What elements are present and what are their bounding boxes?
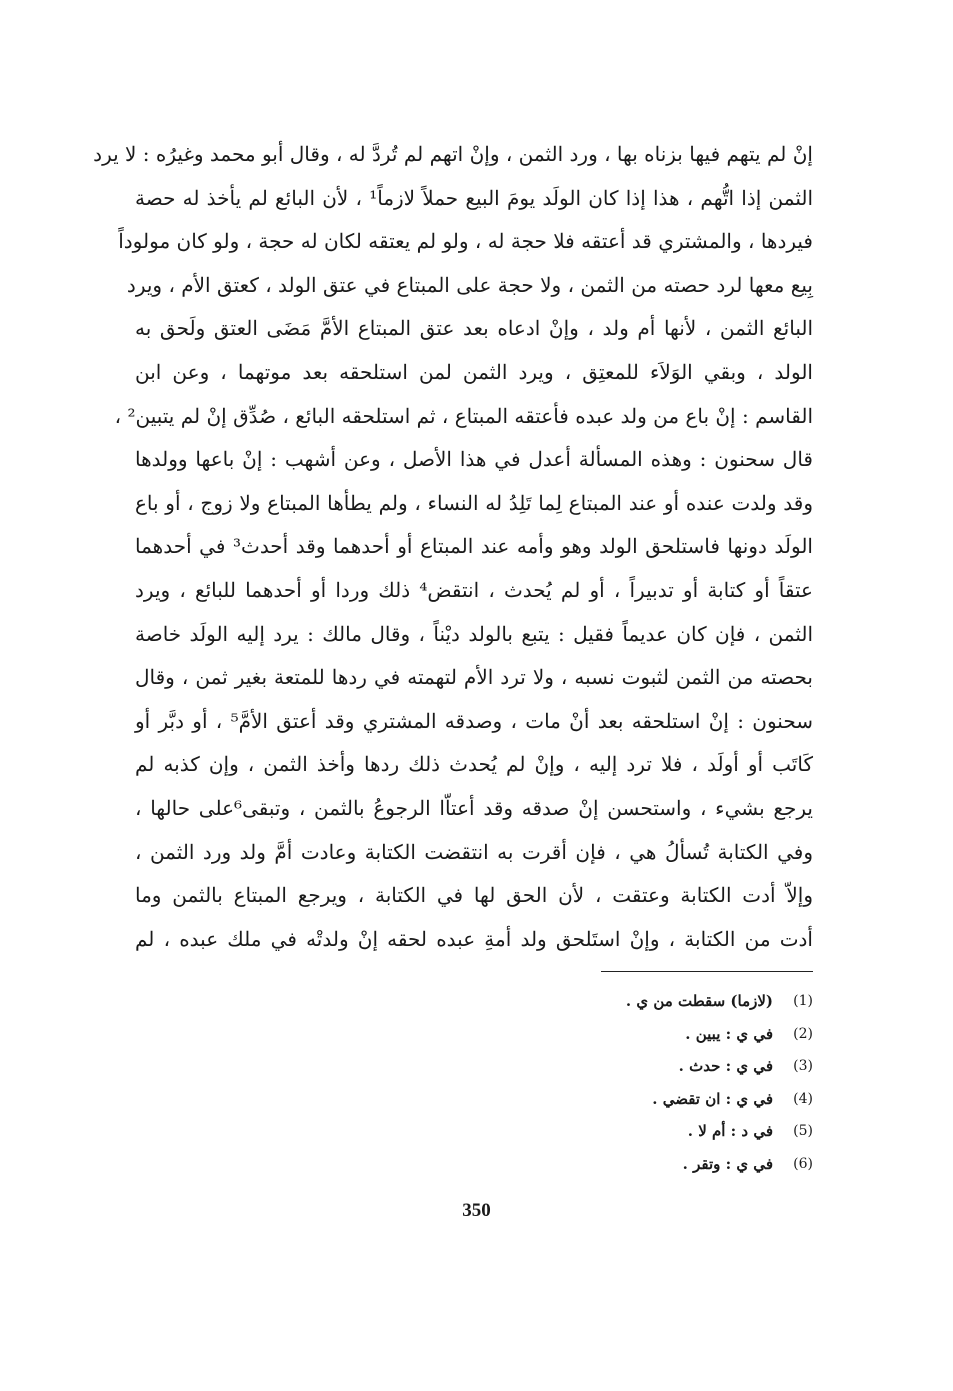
text-line: قال سحنون : وهذه المسألة أعدل في هذا الأصل ، وعن أشهب : إنْ باعها وولدها [135,447,813,472]
footnote-text: في ي : وتقر . [682,1154,773,1173]
footnote-divider [601,971,813,972]
footnote-item [393,1083,813,1116]
text-line: الثمن ، فإن كان عديماً فقيل : يتبع بالولد ديْناً ، وقال مالك : يرد إليه الولَد خاصة [135,621,813,646]
footnote-item [393,1148,813,1181]
footnote-text: في ي : ان تقضي . [652,1089,773,1108]
text-line: البائع الثمن ، لأنها أم ولد ، وإنْ ادعاه بعد عتق المبتاع الأمَّ مَضَى العتق ولَحق به [135,316,813,341]
footnote-item [393,985,813,1018]
text-line: الولد ، وبقي الوَلاَء للمعتِق ، ويرد الثمن لمن استلحقه بعد موتهما ، وعن ابن [135,359,813,384]
text-line: فيردها ، والمشتري قد أعتقه فلا حجة له ، ولو لم يعتقه لكان له حجة ، ولو كان مولوداً [118,229,813,254]
footnote-number: (6) [793,1155,813,1172]
text-line: إنْ لم يتهم فيها بزناه بها ، ورد الثمن ، وإنْ اتهم لم تُردَّ له ، وقال أبو محمد وغيرُه : لا يرد [93,142,813,166]
text-line: بِيع معها لرد حصته من الثمن ، ولا حجة على المبتاع في عتق الولد ، كعتق الأم ، ويرد [126,272,813,297]
text-line: عتقاً أو كتابة أو تدبيراً ، أو لم يُحدث ، انتقض⁴ ذلك وردا أو أحدهما للبائع ، ويرد [135,577,813,602]
footnote-number: (4) [793,1090,813,1107]
footnote-number: (2) [793,1025,813,1042]
main-text-block [93,133,814,961]
text-line: أدت من الكتابة ، وإنْ استَلحق ولد أمةِ عبده لحقه إنْ ولدتْه في ملك عبده ، لم [135,926,813,951]
text-line: القاسم : إنْ باع من ولد عبده فأعتقه المبتاع ، ثم استلحقه البائع ، صُدِّق إنْ لم يتبين² ، [114,403,813,428]
footnote-text: في د : أم لا . [687,1122,773,1141]
page-number: 350 [462,1200,491,1221]
text-line: كَاتَب أو أولَد ، فلا ترد إليه ، وإنْ لم يُحدث ذلك ردها وأخذ الثمن ، وإن كذبه لم [135,752,813,777]
text-line: يرجع بشيء ، واستحسن إنْ صدقه وقد أعتاّا الرجوعُ بالثمن ، وتبقى⁶على حالها ، [135,795,813,820]
text-line: وإلاّ أدت الكتابة وعتقت ، لأن الحق لها في الكتابة ، ويرجع المبتاع بالثمن وما [135,883,813,908]
footnote-text: (لازما) سقطت من ي . [625,992,773,1010]
footnote-text: في ي : حدث . [678,1057,773,1076]
text-line: الثمن إذا اتُّهم ، هذا إذا كان الولَد يومَ البيع حملاً لازماً¹ ، لأن البائع لم يأخذ له حصة [135,185,814,210]
text-line: بحصته من الثمن لثبوت نسبه ، ولا ترد الأم لتهمته في ردها للمتعة بغير ثمن ، وقال [135,665,813,690]
text-line: وقد ولدت عنده أو عند المبتاع لِما تَلِدُ له النساء ، ولم يطأها المبتاع ولا زوج ، أو باع [135,490,813,515]
footnote-item [393,1115,813,1148]
footnote-number: (3) [793,1058,813,1075]
footnotes-list [393,985,813,1181]
footnote-item [393,1018,813,1051]
text-line: وفي الكتابة تُسألُ هي ، فإن أقرت به انتقضت الكتابة وعادت أمَّ ولد ورد الثمن ، [135,839,813,864]
text-line: سحنون : إنْ استلحقه بعد أنْ مات ، وصدقه المشتري وقد أعتق الأمَّ⁵ ، أو دبَّر أو [135,708,814,733]
footnote-text: في ي : يبين . [685,1024,773,1043]
text-line: الولَد دونها فاستلحق الولد وهو وأمه عند المبتاع أو أحدهما وقد أحدث³ في أحدهما [135,534,813,559]
footnote-number: (1) [793,993,813,1009]
footnote-number: (5) [793,1123,813,1140]
footnote-item [393,1050,813,1083]
